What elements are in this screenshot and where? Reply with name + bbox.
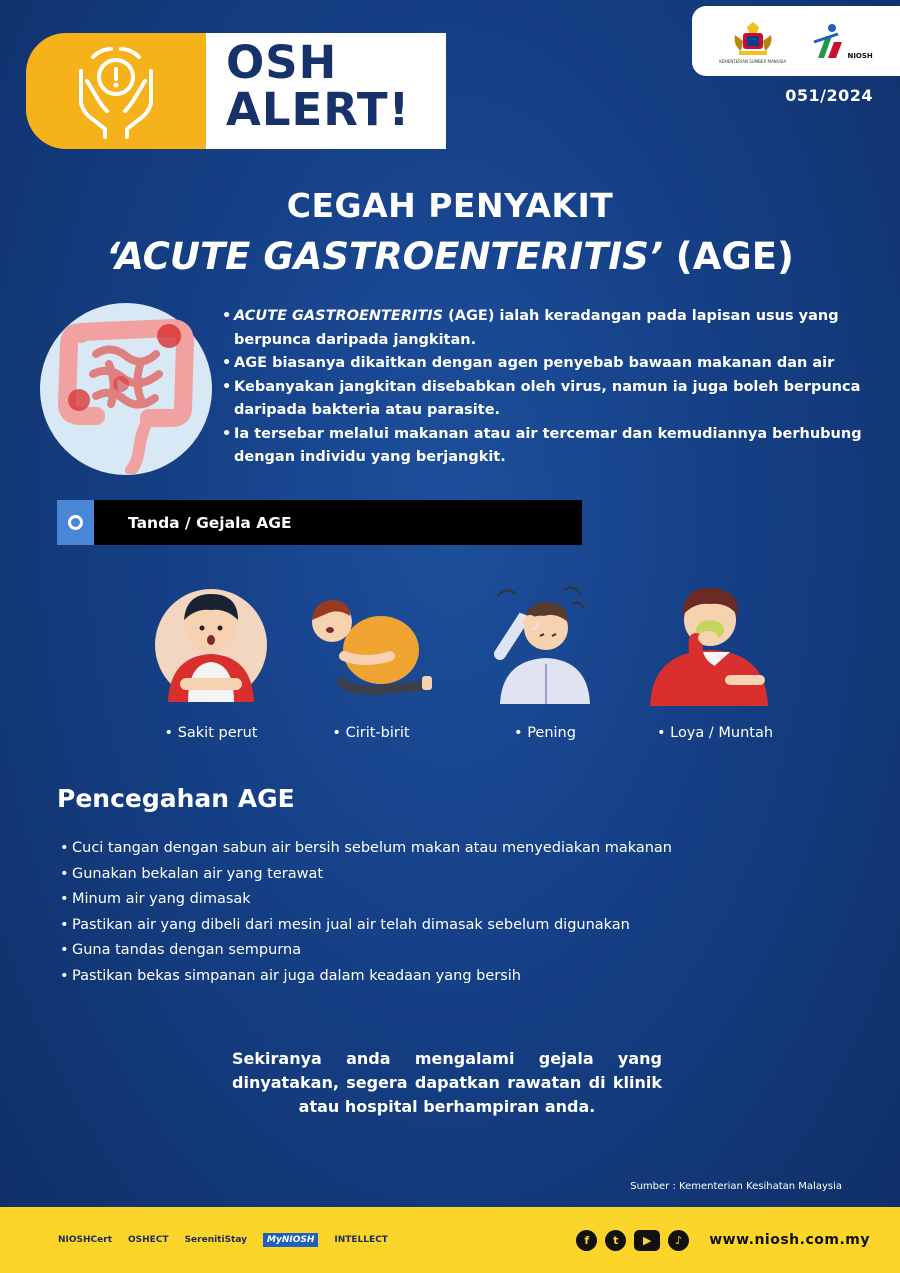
symptom-label: • Cirit-birit xyxy=(332,725,410,741)
coat-of-arms-icon xyxy=(729,19,777,57)
brand-myniosh: MyNIOSH xyxy=(263,1233,318,1247)
twitter-icon[interactable]: t xyxy=(605,1230,626,1251)
advice-text: Sekiranya anda mengalami gejala yang dinyatakan, segera dapatkan rawatan di klinik atau hospital berhampiran anda. xyxy=(232,1049,662,1116)
intro-item: • Ia tersebar melalui makanan atau air tercemar dan kemudiannya berhubung dengan individu yang berjangkit. xyxy=(222,423,872,470)
symptom-label: • Pening xyxy=(514,725,576,741)
ring-icon xyxy=(68,515,83,530)
brand-serenitistay: SerenitiStay xyxy=(184,1235,248,1245)
symptom-diarrhea xyxy=(286,580,456,741)
symptom-label: • Loya / Muntah xyxy=(656,725,774,741)
prevention-heading: Pencegahan AGE xyxy=(57,784,295,813)
prevention-item: • Gunakan bekalan air yang terawat xyxy=(60,862,860,888)
ministry-caption: KEMENTERIAN SUMBER MANUSIA xyxy=(719,58,787,64)
symptom-nausea xyxy=(630,580,800,741)
niosh-mark-icon xyxy=(812,22,846,60)
title-line-1: CEGAH PENYAKIT xyxy=(286,186,614,225)
website-link[interactable]: www.niosh.com.my xyxy=(709,1232,870,1248)
social-links xyxy=(576,1230,870,1251)
brand-intellect: INTELLECT xyxy=(334,1235,388,1245)
symptom-stomach-ache xyxy=(126,580,296,741)
prevention-item: • Pastikan bekas simpanan air juga dalam keadaan yang bersih xyxy=(60,964,860,990)
prevention-list xyxy=(60,836,860,990)
stomach-ache-figure-icon xyxy=(126,580,296,710)
intro-list xyxy=(222,305,872,470)
diarrhea-figure-icon xyxy=(286,580,456,710)
symptom-dizziness xyxy=(460,580,630,741)
ring-marker xyxy=(57,500,94,545)
title-suffix: (AGE) xyxy=(662,235,794,278)
prevention-item: • Minum air yang dimasak xyxy=(60,887,860,913)
osh-alert-badge xyxy=(26,33,446,149)
hands-warning-icon xyxy=(61,41,171,141)
intro-item: • AGE biasanya dikaitkan dengan agen penyebab bawaan makanan dan air xyxy=(222,352,872,376)
badge-text-panel xyxy=(206,33,446,149)
partner-brands xyxy=(58,1233,576,1247)
symptoms-heading: Tanda / Gejala AGE xyxy=(128,513,292,532)
brand-nioshcert: NIOSHCert xyxy=(58,1235,112,1245)
intro-item: • ACUTE GASTROENTERITIS (AGE) ialah keradangan pada lapisan usus yang berpunca daripada jangkitan. xyxy=(222,305,872,352)
ministry-logo xyxy=(719,19,786,64)
prevention-item: • Pastikan air yang dibeli dari mesin jual air telah dimasak sebelum digunakan xyxy=(60,913,860,939)
nausea-figure-icon xyxy=(630,580,800,710)
dizziness-figure-icon xyxy=(460,580,630,710)
brand-oshect: OSHECT xyxy=(128,1235,169,1245)
badge-line-2: ALERT! xyxy=(226,83,411,136)
youtube-icon[interactable]: ▶ xyxy=(634,1230,660,1251)
intro-item: • Kebanyakan jangkitan disebabkan oleh virus, namun ia juga boleh berpunca daripada bakteria atau parasite. xyxy=(222,376,872,423)
intestine-illustration xyxy=(40,303,212,475)
title-italic: ‘ACUTE GASTROENTERITIS’ xyxy=(106,235,663,278)
source-credit: Sumber : Kementerian Kesihatan Malaysia xyxy=(630,1181,842,1192)
facebook-icon[interactable]: f xyxy=(576,1230,597,1251)
niosh-logo xyxy=(812,22,872,60)
prevention-item: • Cuci tangan dengan sabun air bersih sebelum makan atau menyediakan makanan xyxy=(60,836,860,862)
intestine-icon xyxy=(51,304,201,474)
symptoms-heading-bar xyxy=(57,500,582,545)
tiktok-icon[interactable]: ♪ xyxy=(668,1230,689,1251)
page-title xyxy=(0,186,900,282)
badge-icon-panel xyxy=(26,33,206,149)
footer-bar xyxy=(0,1207,900,1273)
logo-box xyxy=(692,6,900,76)
title-line-2 xyxy=(0,232,900,282)
issue-number: 051/2024 xyxy=(785,86,873,105)
badge-line-1: OSH xyxy=(226,36,338,89)
prevention-item: • Guna tandas dengan sempurna xyxy=(60,938,860,964)
symptom-label: • Sakit perut xyxy=(164,725,258,741)
niosh-logo-text: NIOSH xyxy=(847,52,873,60)
